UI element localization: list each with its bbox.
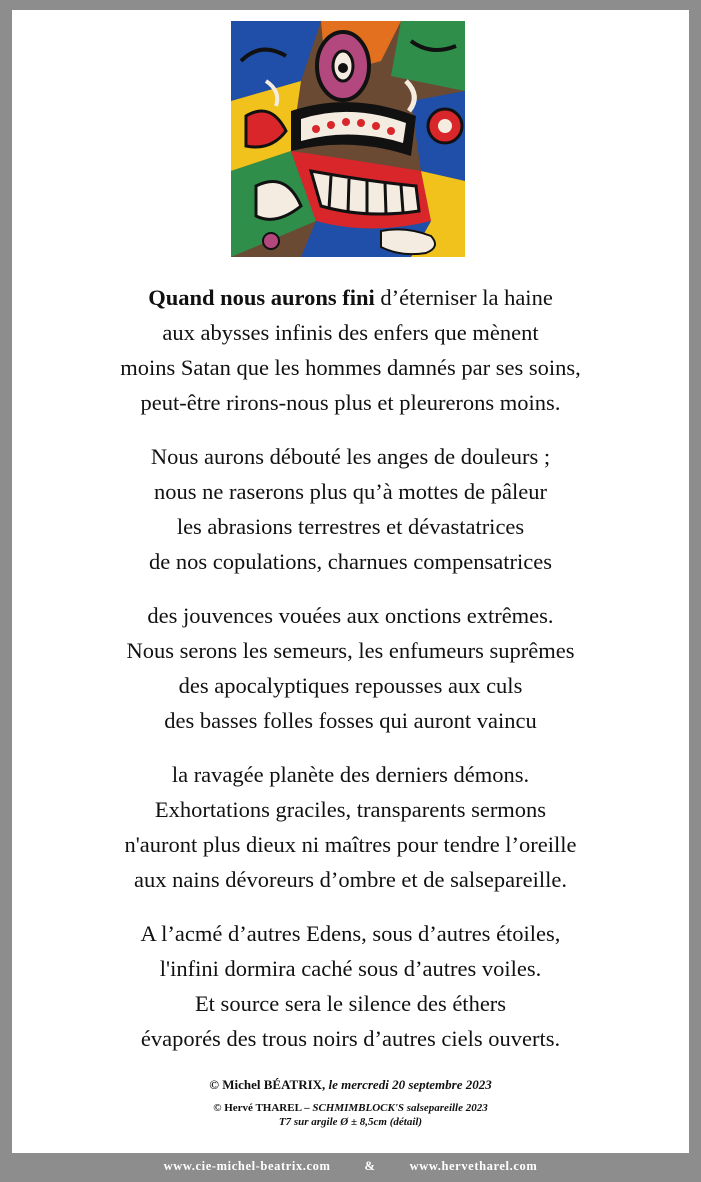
poem-line: des jouvences vouées aux onctions extrêmes. xyxy=(147,603,554,628)
stanza-1 xyxy=(12,280,689,420)
poem-line: évaporés des trous noirs d’autres ciels ouverts. xyxy=(140,1026,561,1051)
poem-line: moins Satan que les hommes damnés par ses soins, xyxy=(120,355,581,380)
poem-line-text: d’éterniser la haine xyxy=(374,285,553,310)
footer-separator: & xyxy=(364,1159,376,1173)
author-name: © Michel BÉATRIX, xyxy=(209,1077,326,1092)
poem-card xyxy=(12,10,689,1153)
stanza-2 xyxy=(12,439,689,579)
poem-line: nous ne raserons plus qu’à mottes de pâleur xyxy=(153,479,548,504)
artist-name: © Hervé THAREL – xyxy=(213,1102,313,1114)
publication-date: le mercredi 20 septembre 2023 xyxy=(325,1077,492,1092)
poem-line: Nous aurons débouté les anges de douleurs ; xyxy=(150,444,551,469)
poem-line xyxy=(12,280,689,315)
poem-line: la ravagée planète des derniers démons. xyxy=(171,762,530,787)
poem-line: des basses folles fosses qui auront vaincu xyxy=(164,708,537,733)
credits xyxy=(12,1076,689,1129)
poem-line: aux nains dévoreurs d’ombre et de salsepareille. xyxy=(134,867,567,892)
footer-bar xyxy=(0,1153,701,1182)
poem-line: Et source sera le silence des éthers xyxy=(194,991,507,1016)
poem-lead-phrase: Quand nous aurons fini xyxy=(148,285,375,310)
artist-credit xyxy=(12,1101,689,1115)
stanza-3 xyxy=(12,598,689,738)
poem-line: l'infini dormira caché sous d’autres voiles. xyxy=(159,956,542,981)
abstract-painting-image xyxy=(231,21,465,257)
stanza-4 xyxy=(12,757,689,897)
author-credit xyxy=(12,1076,689,1094)
author-website-link[interactable]: www.cie-michel-beatrix.com xyxy=(163,1159,331,1173)
poem-line: Nous serons les semeurs, les enfumeurs suprêmes xyxy=(126,638,575,663)
poem-line: des apocalyptiques repousses aux culs xyxy=(178,673,523,698)
poem xyxy=(12,280,689,1056)
artist-website-link[interactable]: www.hervetharel.com xyxy=(409,1159,538,1173)
poem-line: Exhortations graciles, transparents sermons xyxy=(154,797,547,822)
poem-line: aux abysses infinis des enfers que mènent xyxy=(162,320,539,345)
artwork-image xyxy=(231,21,465,257)
poem-line: peut-être rirons-nous plus et pleurerons moins. xyxy=(140,390,561,415)
poem-line: A l’acmé d’autres Edens, sous d’autres étoiles, xyxy=(140,921,561,946)
artwork-details: T7 sur argile Ø ± 8,5cm (détail) xyxy=(278,1116,423,1128)
artwork-title: SCHMIMBLOCK'S salsepareille 2023 xyxy=(312,1102,488,1114)
poem-line: les abrasions terrestres et dévastatrices xyxy=(176,514,525,539)
stanza-5 xyxy=(12,916,689,1056)
poem-line: n'auront plus dieux ni maîtres pour tendre l’oreille xyxy=(124,832,577,857)
poem-line: de nos copulations, charnues compensatrices xyxy=(148,549,552,574)
